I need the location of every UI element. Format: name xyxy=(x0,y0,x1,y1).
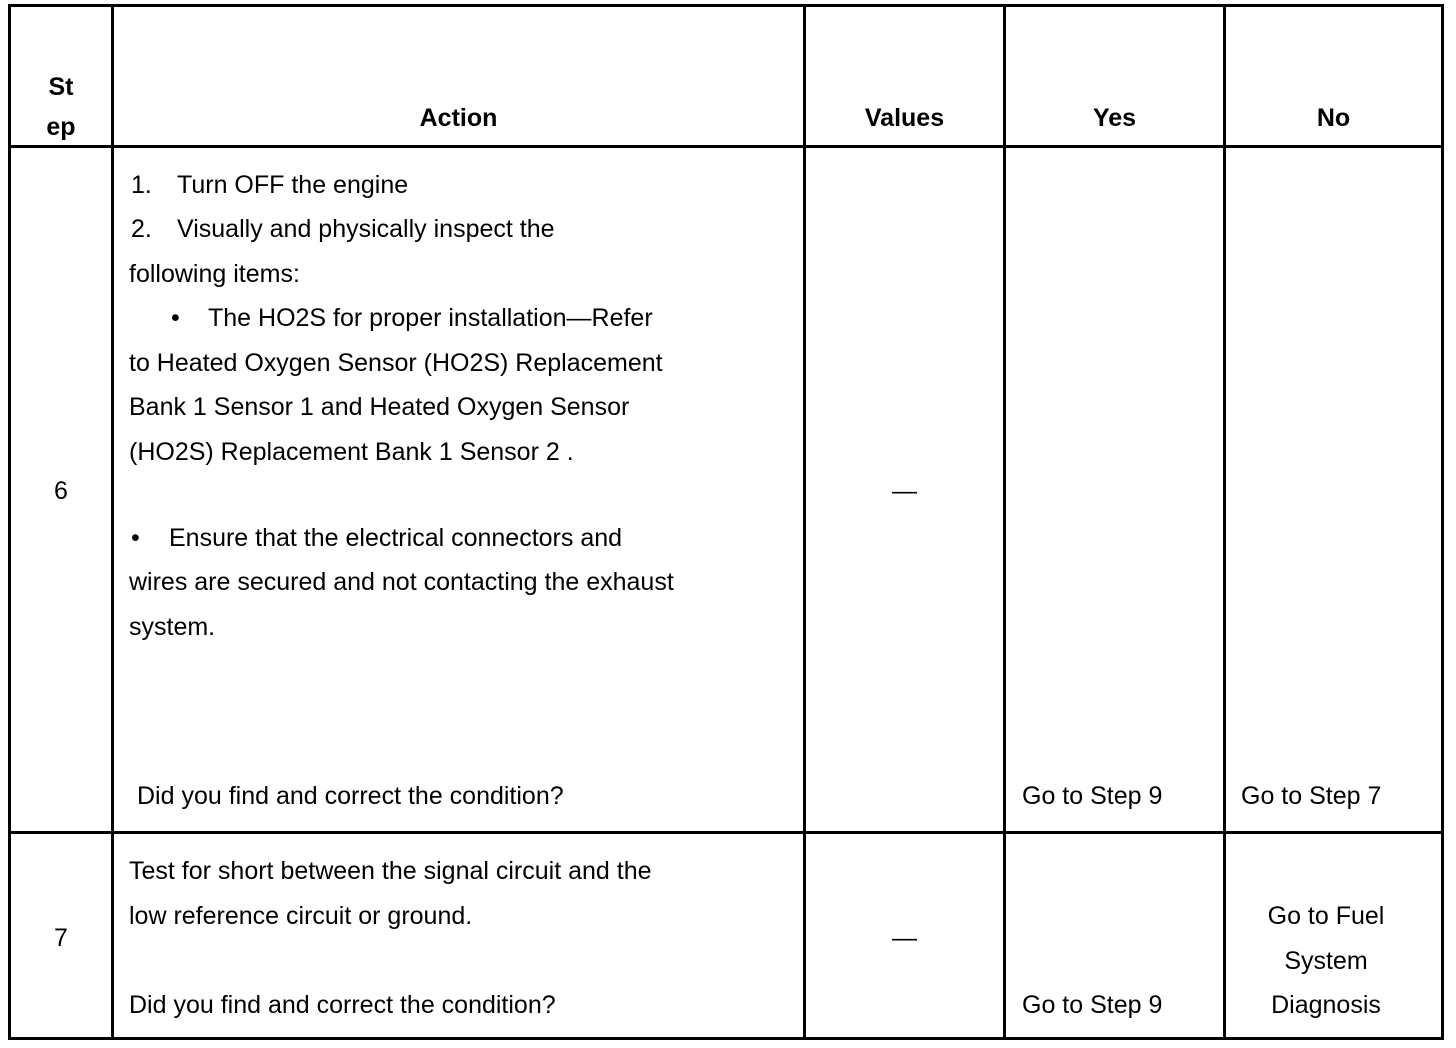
column-divider xyxy=(111,7,114,1037)
no-cell-line-2: System xyxy=(1284,946,1368,975)
action-text: system. xyxy=(129,613,216,641)
action-text: Turn OFF the engine xyxy=(177,171,409,199)
action-text: low reference circuit or ground. xyxy=(129,902,473,930)
list-number: 1. xyxy=(131,171,152,199)
action-text: Bank 1 Sensor 1 and Heated Oxygen Sensor xyxy=(129,393,630,421)
header-step-line-2: ep xyxy=(46,113,76,141)
header-no: No xyxy=(1316,104,1351,132)
action-text: wires are secured and not contacting the exhaust xyxy=(129,568,674,596)
diagnostic-table xyxy=(8,4,1444,1040)
action-text: to Heated Oxygen Sensor (HO2S) Replacement xyxy=(129,349,663,377)
step-number: 7 xyxy=(54,924,68,952)
values-cell: — xyxy=(892,477,917,505)
bullet: • xyxy=(171,304,180,332)
row-divider xyxy=(11,145,1441,148)
bullet: • xyxy=(131,524,140,552)
action-question: Did you find and correct the condition? xyxy=(129,991,556,1019)
no-cell-line-1: Go to Fuel xyxy=(1267,902,1385,930)
list-number: 2. xyxy=(131,215,152,243)
action-text: following items: xyxy=(129,260,300,288)
action-text: Ensure that the electrical connectors and xyxy=(169,524,623,552)
no-cell-line-3: Diagnosis xyxy=(1271,991,1381,1019)
action-text: The HO2S for proper installation—Refer xyxy=(208,304,653,332)
action-text: (HO2S) Replacement Bank 1 Sensor 2 . xyxy=(129,438,574,466)
column-divider xyxy=(1223,7,1226,1037)
header-action: Action xyxy=(419,104,498,132)
action-text: Visually and physically inspect the xyxy=(177,215,555,243)
header-values: Values xyxy=(864,104,945,132)
row-divider xyxy=(11,831,1441,834)
action-text: Test for short between the signal circuit and the xyxy=(129,857,652,885)
header-step xyxy=(11,67,111,147)
header-step-line-1: St xyxy=(48,73,74,101)
values-cell: — xyxy=(892,924,917,952)
column-divider xyxy=(1003,7,1006,1037)
no-cell: Go to Step 7 xyxy=(1241,782,1382,810)
yes-cell: Go to Step 9 xyxy=(1022,991,1163,1019)
action-question: Did you find and correct the condition? xyxy=(137,782,564,810)
no-cell xyxy=(1226,894,1426,1028)
step-number: 6 xyxy=(54,477,68,505)
yes-cell: Go to Step 9 xyxy=(1022,782,1163,810)
column-divider xyxy=(803,7,806,1037)
header-yes: Yes xyxy=(1092,104,1137,132)
